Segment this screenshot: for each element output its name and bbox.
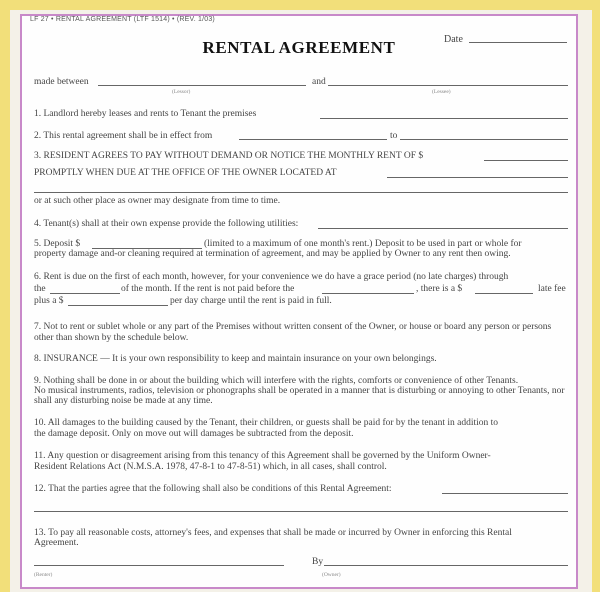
clause-3-location: PROMPTLY WHEN DUE AT THE OFFICE OF THE OWNER LOCATED AT bbox=[34, 168, 337, 178]
clause-2-to: to bbox=[390, 131, 398, 141]
clause-3-other-place: or at such other place as owner may designate from time to time. bbox=[34, 196, 281, 206]
clause-5-deposit: 5. Deposit $ bbox=[34, 239, 81, 249]
clause-9-line-3: shall any disturbing noise be made at any time. bbox=[34, 396, 213, 406]
date-label: Date bbox=[444, 34, 463, 45]
lessor-caption: (Lessor) bbox=[172, 89, 191, 95]
made-between-label: made between bbox=[34, 77, 89, 87]
clause-8-insurance: 8. INSURANCE — It is your own responsibility to keep and maintain insurance on your own belongings. bbox=[34, 354, 437, 364]
form-title: RENTAL AGREEMENT bbox=[202, 38, 396, 57]
clause-7-line-2: other than shown by the schedule below. bbox=[34, 333, 189, 343]
clause-6-per-day: per day charge until the rent is paid in full. bbox=[170, 296, 332, 306]
clause-10-line-2: the damage deposit. Only on move out will damages be subtracted from the deposit. bbox=[34, 429, 354, 439]
clause-6-there-is: , there is a $ bbox=[416, 284, 463, 294]
owner-office-field[interactable] bbox=[387, 177, 568, 178]
date-field[interactable] bbox=[469, 42, 567, 43]
rental-agreement-form bbox=[20, 14, 578, 589]
clause-10-line-1: 10. All damages to the building caused by the Tenant, their children, or guests shall be paid for by the tenant in addition to bbox=[34, 418, 499, 428]
clause-2-label: 2. This rental agreement shall be in effect from bbox=[34, 131, 213, 141]
clause-13-line-2: Agreement. bbox=[34, 538, 79, 548]
clause-6-intro: 6. Rent is due on the first of each month, however, for your convenience we do have a grace period (no late charges) through bbox=[34, 272, 509, 282]
by-label: By bbox=[312, 557, 324, 567]
renter-signature-field[interactable] bbox=[34, 565, 284, 566]
utilities-field[interactable] bbox=[318, 228, 568, 229]
clause-9-line-1: 9. Nothing shall be done in or about the building which will interfere with the rights, comforts or convenience of other Tenants. bbox=[34, 376, 519, 386]
clause-13-line-1: 13. To pay all reasonable costs, attorney's fees, and expenses that shall be made or incurred by Owner in enforcing this Rental bbox=[34, 528, 512, 538]
start-date-field[interactable] bbox=[239, 139, 387, 140]
clause-11-line-2: Resident Relations Act (N.M.S.A. 1978, 47-8-1 to 47-8-51) which, in all cases, shall control. bbox=[34, 462, 387, 472]
yellow-border-left bbox=[0, 0, 10, 592]
conditions-field[interactable] bbox=[442, 493, 568, 494]
clause-6-rent-not-paid: of the month. If the rent is not paid before the bbox=[121, 284, 295, 294]
lessee-caption: (Lessee) bbox=[432, 89, 451, 95]
clause-1: 1. Landlord hereby leases and rents to Tenant the premises bbox=[34, 109, 257, 119]
clause-5-usage: property damage and-or cleaning required at termination of agreement, and may be applied by Owner to any rent then owing. bbox=[34, 249, 511, 259]
monthly-rent-field[interactable] bbox=[484, 160, 568, 161]
late-day-field[interactable] bbox=[322, 293, 414, 294]
grace-period-field[interactable] bbox=[50, 293, 120, 294]
clause-12: 12. That the parties agree that the following shall also be conditions of this Rental Agreement: bbox=[34, 484, 392, 494]
owner-signature-field[interactable] bbox=[324, 565, 568, 566]
owner-office-field-2[interactable] bbox=[34, 192, 568, 193]
daily-charge-field[interactable] bbox=[68, 305, 168, 306]
and-label: and bbox=[312, 77, 326, 87]
clause-3-rent: 3. RESIDENT AGREES TO PAY WITHOUT DEMAND OR NOTICE THE MONTHLY RENT OF $ bbox=[34, 151, 424, 161]
clause-6-late-fee: late fee bbox=[538, 284, 566, 294]
end-date-field[interactable] bbox=[400, 139, 568, 140]
conditions-field-2[interactable] bbox=[34, 511, 568, 512]
owner-caption: (Owner) bbox=[322, 572, 341, 578]
lessee-field[interactable] bbox=[328, 85, 568, 86]
clause-7-line-1: 7. Not to rent or sublet whole or any part of the Premises without written consent of the Owner, or house or board any person or persons bbox=[34, 322, 552, 332]
premises-field[interactable] bbox=[320, 118, 568, 119]
clause-4: 4. Tenant(s) shall at their own expense provide the following utilities: bbox=[34, 219, 299, 229]
renter-caption: (Renter) bbox=[34, 572, 53, 578]
clause-11-line-1: 11. Any question or disagreement arising from this tenancy of this Agreement shall be governed by the Uniform Owner- bbox=[34, 451, 491, 461]
form-header: LF 27 • RENTAL AGREEMENT (LTF 1514) • (REV. 1/03) bbox=[30, 16, 215, 23]
clause-6-plus: plus a $ bbox=[34, 296, 64, 306]
yellow-border-top bbox=[0, 0, 600, 10]
clause-6-the: the bbox=[34, 284, 46, 294]
clause-5-limit: (limited to a maximum of one month's rent.) Deposit to be used in part or whole for bbox=[204, 239, 522, 249]
yellow-border-right bbox=[592, 0, 600, 592]
lessor-field[interactable] bbox=[98, 85, 306, 86]
clause-9-line-2: No musical instruments, radios, television or phonographs shall be operated in a manner that is disturbing or annoying to other Tenants, nor bbox=[34, 386, 565, 396]
late-fee-field[interactable] bbox=[475, 293, 533, 294]
